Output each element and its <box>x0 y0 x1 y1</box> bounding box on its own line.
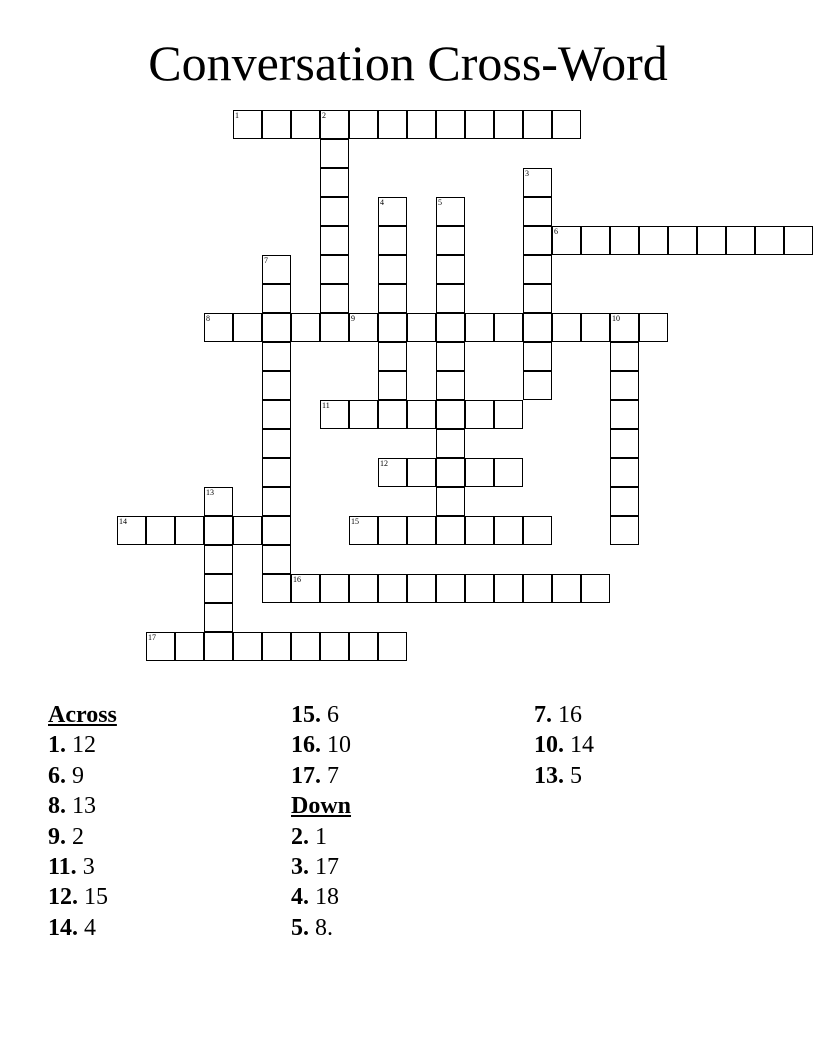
clue-number-label: 8 <box>206 314 210 323</box>
grid-cell[interactable] <box>291 632 320 661</box>
grid-cell[interactable] <box>436 110 465 139</box>
clue-down-item <box>534 730 764 760</box>
clue-number-label: 5 <box>438 198 442 207</box>
clue-number: 5. <box>291 914 309 941</box>
clue-down-item <box>534 761 764 791</box>
grid-cell[interactable] <box>523 255 552 284</box>
grid-cell[interactable] <box>465 516 494 545</box>
grid-cell[interactable] <box>378 371 407 400</box>
clue-across-item <box>48 852 278 882</box>
clue-text: 10 <box>327 732 351 759</box>
clue-across-item <box>291 700 521 730</box>
clue-number-label: 10 <box>612 314 620 323</box>
clue-number-label: 4 <box>380 198 384 207</box>
grid-cell[interactable] <box>552 574 581 603</box>
clue-number-label: 6 <box>554 227 558 236</box>
grid-cell[interactable] <box>407 400 436 429</box>
grid-cell[interactable] <box>465 458 494 487</box>
grid-cell[interactable] <box>494 110 523 139</box>
grid-cell[interactable] <box>349 632 378 661</box>
clue-across-item <box>291 730 521 760</box>
clue-list <box>0 700 816 1000</box>
grid-cell[interactable] <box>175 632 204 661</box>
puzzle-title: Conversation Cross-Word <box>148 35 668 91</box>
clue-number-label: 9 <box>351 314 355 323</box>
grid-cell[interactable] <box>378 342 407 371</box>
grid-cell[interactable] <box>204 545 233 574</box>
grid-cell[interactable] <box>204 516 233 545</box>
clue-down-item <box>291 882 521 912</box>
clue-number-label: 12 <box>380 459 388 468</box>
grid-cell[interactable] <box>204 487 233 516</box>
clue-number-label: 15 <box>351 517 359 526</box>
grid-cell[interactable] <box>610 371 639 400</box>
clue-down-item <box>534 700 764 730</box>
grid-cell[interactable] <box>523 110 552 139</box>
grid-cell[interactable] <box>262 574 291 603</box>
clue-number: 16. <box>291 732 321 759</box>
grid-cell[interactable] <box>320 284 349 313</box>
grid-cell[interactable] <box>610 458 639 487</box>
clue-across-item <box>48 791 278 821</box>
grid-cell[interactable] <box>436 342 465 371</box>
grid-cell[interactable] <box>581 313 610 342</box>
clue-across-item <box>48 761 278 791</box>
grid-cell[interactable] <box>146 632 175 661</box>
grid-cell[interactable] <box>262 255 291 284</box>
grid-cell[interactable] <box>378 400 407 429</box>
clue-down-item <box>291 822 521 852</box>
clue-number: 3. <box>291 854 309 881</box>
clue-text: 8. <box>315 914 333 941</box>
grid-cell[interactable] <box>494 574 523 603</box>
grid-cell[interactable] <box>146 516 175 545</box>
clue-text: 15 <box>84 884 108 911</box>
grid-cell[interactable] <box>523 342 552 371</box>
grid-cell[interactable] <box>407 574 436 603</box>
clue-text: 18 <box>315 884 339 911</box>
grid-cell[interactable] <box>378 313 407 342</box>
clue-number: 7. <box>534 702 552 728</box>
grid-cell[interactable] <box>465 313 494 342</box>
grid-cell[interactable] <box>262 487 291 516</box>
grid-cell[interactable] <box>204 603 233 632</box>
grid-cell[interactable] <box>436 313 465 342</box>
grid-cell[interactable] <box>494 313 523 342</box>
grid-cell[interactable] <box>610 226 639 255</box>
clue-text: 4 <box>84 914 96 941</box>
grid-cell[interactable] <box>320 139 349 168</box>
grid-cell[interactable] <box>639 313 668 342</box>
grid-cell[interactable] <box>349 400 378 429</box>
grid-cell[interactable] <box>407 313 436 342</box>
grid-cell[interactable] <box>523 284 552 313</box>
grid-cell[interactable] <box>320 226 349 255</box>
clue-down-item <box>291 852 521 882</box>
grid-cell[interactable] <box>552 313 581 342</box>
clue-number: 15. <box>291 702 321 728</box>
grid-cell[interactable] <box>610 516 639 545</box>
clue-number: 6. <box>48 762 66 789</box>
clue-number: 9. <box>48 823 66 850</box>
grid-cell[interactable] <box>204 313 233 342</box>
clue-across-item <box>48 730 278 760</box>
grid-cell[interactable] <box>262 545 291 574</box>
grid-cell[interactable] <box>320 197 349 226</box>
grid-cell[interactable] <box>378 110 407 139</box>
grid-cell[interactable] <box>349 313 378 342</box>
clue-number-label: 1 <box>235 111 239 120</box>
grid-cell[interactable] <box>494 458 523 487</box>
grid-cell[interactable] <box>436 429 465 458</box>
clue-text: 3 <box>82 854 95 881</box>
clue-text: 14 <box>570 732 594 759</box>
clue-number: 4. <box>291 884 309 911</box>
clue-across-item <box>48 822 278 852</box>
grid-cell[interactable] <box>436 197 465 226</box>
clue-number: 2. <box>291 823 309 850</box>
grid-cell[interactable] <box>378 197 407 226</box>
grid-cell[interactable] <box>726 226 755 255</box>
clue-across-item <box>48 913 278 943</box>
grid-cell[interactable] <box>262 342 291 371</box>
grid-cell[interactable] <box>320 255 349 284</box>
grid-cell[interactable] <box>523 197 552 226</box>
grid-cell[interactable] <box>320 632 349 661</box>
clue-number-label: 3 <box>525 169 529 178</box>
grid-cell[interactable] <box>262 400 291 429</box>
grid-cell[interactable] <box>233 313 262 342</box>
grid-cell[interactable] <box>378 458 407 487</box>
grid-cell[interactable] <box>262 110 291 139</box>
clue-number: 11. <box>48 854 77 881</box>
clue-number: 17. <box>291 762 321 789</box>
grid-cell[interactable] <box>465 110 494 139</box>
grid-cell[interactable] <box>378 516 407 545</box>
grid-cell[interactable] <box>233 632 262 661</box>
grid-cell[interactable] <box>378 574 407 603</box>
grid-cell[interactable] <box>204 632 233 661</box>
grid-cell[interactable] <box>262 371 291 400</box>
grid-cell[interactable] <box>262 284 291 313</box>
grid-cell[interactable] <box>320 110 349 139</box>
clue-number-label: 14 <box>119 517 127 526</box>
clue-text: 5 <box>570 762 582 789</box>
grid-cell[interactable] <box>291 313 320 342</box>
grid-cell[interactable] <box>407 458 436 487</box>
clue-column-2 <box>291 700 521 943</box>
grid-cell[interactable] <box>581 574 610 603</box>
grid-cell[interactable] <box>262 632 291 661</box>
grid-cell[interactable] <box>465 400 494 429</box>
grid-cell[interactable] <box>262 516 291 545</box>
clue-number: 12. <box>48 884 78 911</box>
clue-text: 1 <box>315 823 327 850</box>
clue-text: 13 <box>72 793 96 820</box>
grid-cell[interactable] <box>349 516 378 545</box>
grid-cell[interactable] <box>639 226 668 255</box>
grid-cell[interactable] <box>204 574 233 603</box>
grid-cell[interactable] <box>697 226 726 255</box>
grid-cell[interactable] <box>552 226 581 255</box>
clue-number: 13. <box>534 762 564 789</box>
clue-number: 8. <box>48 793 66 820</box>
grid-cell[interactable] <box>378 632 407 661</box>
grid-cell[interactable] <box>581 226 610 255</box>
clue-number-label: 7 <box>264 256 268 265</box>
clue-down-item <box>291 913 521 943</box>
grid-cell[interactable] <box>436 371 465 400</box>
grid-cell[interactable] <box>494 516 523 545</box>
down-header: Down <box>291 793 352 820</box>
grid-cell[interactable] <box>407 110 436 139</box>
clue-text: 6 <box>327 702 339 728</box>
clue-across-item <box>48 882 278 912</box>
grid-cell[interactable] <box>523 574 552 603</box>
grid-cell[interactable] <box>523 313 552 342</box>
clue-number: 1. <box>48 732 66 759</box>
clue-text: 9 <box>72 762 84 789</box>
grid-cell[interactable] <box>784 226 813 255</box>
grid-cell[interactable] <box>378 284 407 313</box>
clue-number: 10. <box>534 732 564 759</box>
grid-cell[interactable] <box>320 168 349 197</box>
grid-cell[interactable] <box>407 516 436 545</box>
grid-cell[interactable] <box>494 400 523 429</box>
grid-cell[interactable] <box>175 516 204 545</box>
grid-cell[interactable] <box>610 400 639 429</box>
grid-cell[interactable] <box>262 429 291 458</box>
grid-cell[interactable] <box>436 255 465 284</box>
clue-number-label: 16 <box>293 575 301 584</box>
clue-column-1 <box>48 700 278 943</box>
grid-cell[interactable] <box>320 400 349 429</box>
grid-cell[interactable] <box>436 284 465 313</box>
clue-number: 14. <box>48 914 78 941</box>
clue-text: 16 <box>558 702 582 728</box>
clue-column-3 <box>534 700 764 791</box>
grid-cell[interactable] <box>436 516 465 545</box>
clue-text: 7 <box>327 762 339 789</box>
grid-cell[interactable] <box>523 371 552 400</box>
grid-cell[interactable] <box>262 313 291 342</box>
grid-cell[interactable] <box>523 516 552 545</box>
clue-across-item <box>291 761 521 791</box>
grid-cell[interactable] <box>523 168 552 197</box>
grid-cell[interactable] <box>291 574 320 603</box>
clue-number-label: 13 <box>206 488 214 497</box>
clue-text: 2 <box>72 823 84 850</box>
grid-cell[interactable] <box>610 487 639 516</box>
grid-cell[interactable] <box>755 226 784 255</box>
grid-cell[interactable] <box>233 110 262 139</box>
grid-cell[interactable] <box>668 226 697 255</box>
grid-cell[interactable] <box>320 313 349 342</box>
grid-cell[interactable] <box>465 574 494 603</box>
grid-cell[interactable] <box>320 574 349 603</box>
across-header: Across <box>48 702 117 728</box>
clue-number-label: 17 <box>148 633 156 642</box>
grid-cell[interactable] <box>436 226 465 255</box>
grid-cell[interactable] <box>436 574 465 603</box>
grid-cell[interactable] <box>349 110 378 139</box>
clue-text: 17 <box>315 854 339 881</box>
grid-cell[interactable] <box>552 110 581 139</box>
grid-cell[interactable] <box>610 429 639 458</box>
grid-cell[interactable] <box>436 400 465 429</box>
grid-cell[interactable] <box>436 458 465 487</box>
grid-cell[interactable] <box>291 110 320 139</box>
grid-cell[interactable] <box>610 342 639 371</box>
grid-cell[interactable] <box>610 313 639 342</box>
grid-cell[interactable] <box>233 516 262 545</box>
clue-number-label: 11 <box>322 401 330 410</box>
grid-cell[interactable] <box>378 255 407 284</box>
grid-cell[interactable] <box>262 458 291 487</box>
clue-text: 12 <box>72 732 96 759</box>
grid-cell[interactable] <box>349 574 378 603</box>
grid-cell[interactable] <box>378 226 407 255</box>
grid-cell[interactable] <box>117 516 146 545</box>
grid-cell[interactable] <box>523 226 552 255</box>
clue-number-label: 2 <box>322 111 326 120</box>
grid-cell[interactable] <box>436 487 465 516</box>
